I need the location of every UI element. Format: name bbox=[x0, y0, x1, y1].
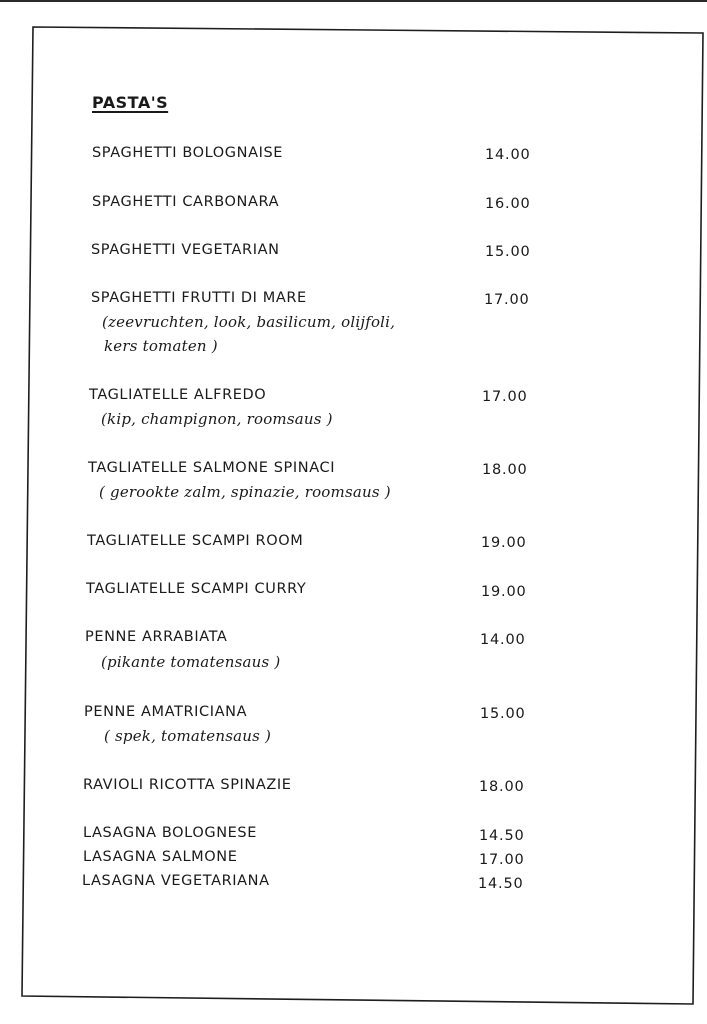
item-name: LASAGNA BOLOGNESE bbox=[83, 825, 257, 841]
item-price: 18.00 bbox=[482, 462, 528, 478]
item-name: LASAGNA VEGETARIANA bbox=[82, 873, 270, 889]
item-name: LASAGNA SALMONE bbox=[83, 849, 238, 865]
item-description: kers tomaten ) bbox=[104, 337, 218, 355]
item-name: SPAGHETTI BOLOGNAISE bbox=[92, 145, 284, 161]
item-name: SPAGHETTI FRUTTI DI MARE bbox=[91, 290, 307, 306]
item-price: 14.00 bbox=[480, 632, 526, 648]
item-price: 14.00 bbox=[485, 147, 531, 163]
item-price: 19.00 bbox=[481, 584, 527, 600]
item-name: TAGLIATELLE SALMONE SPINACI bbox=[88, 460, 336, 476]
item-price: 17.00 bbox=[484, 292, 530, 308]
item-name: RAVIOLI RICOTTA SPINAZIE bbox=[83, 777, 292, 793]
item-price: 15.00 bbox=[485, 244, 531, 260]
section-title: PASTA'S bbox=[92, 93, 169, 112]
item-description: (kip, champignon, roomsaus ) bbox=[101, 410, 333, 428]
item-name: TAGLIATELLE SCAMPI ROOM bbox=[87, 533, 304, 549]
item-name: PENNE AMATRICIANA bbox=[84, 704, 248, 720]
item-description: ( spek, tomatensaus ) bbox=[104, 727, 272, 745]
item-price: 18.00 bbox=[479, 779, 525, 795]
item-price: 19.00 bbox=[481, 535, 527, 551]
item-name: PENNE ARRABIATA bbox=[85, 629, 228, 645]
item-price: 17.00 bbox=[482, 389, 528, 405]
item-price: 14.50 bbox=[478, 876, 524, 892]
item-name: SPAGHETTI CARBONARA bbox=[92, 194, 280, 210]
item-description: (zeevruchten, look, basilicum, olijfoli, bbox=[102, 313, 396, 331]
item-price: 14.50 bbox=[479, 828, 525, 844]
item-price: 15.00 bbox=[480, 706, 526, 722]
item-description: (pikante tomatensaus ) bbox=[101, 653, 281, 671]
item-description: ( gerookte zalm, spinazie, roomsaus ) bbox=[99, 483, 391, 501]
item-name: SPAGHETTI VEGETARIAN bbox=[91, 242, 280, 258]
item-price: 16.00 bbox=[485, 196, 531, 212]
item-name: TAGLIATELLE ALFREDO bbox=[89, 387, 267, 403]
item-price: 17.00 bbox=[479, 852, 525, 868]
item-name: TAGLIATELLE SCAMPI CURRY bbox=[86, 581, 307, 597]
